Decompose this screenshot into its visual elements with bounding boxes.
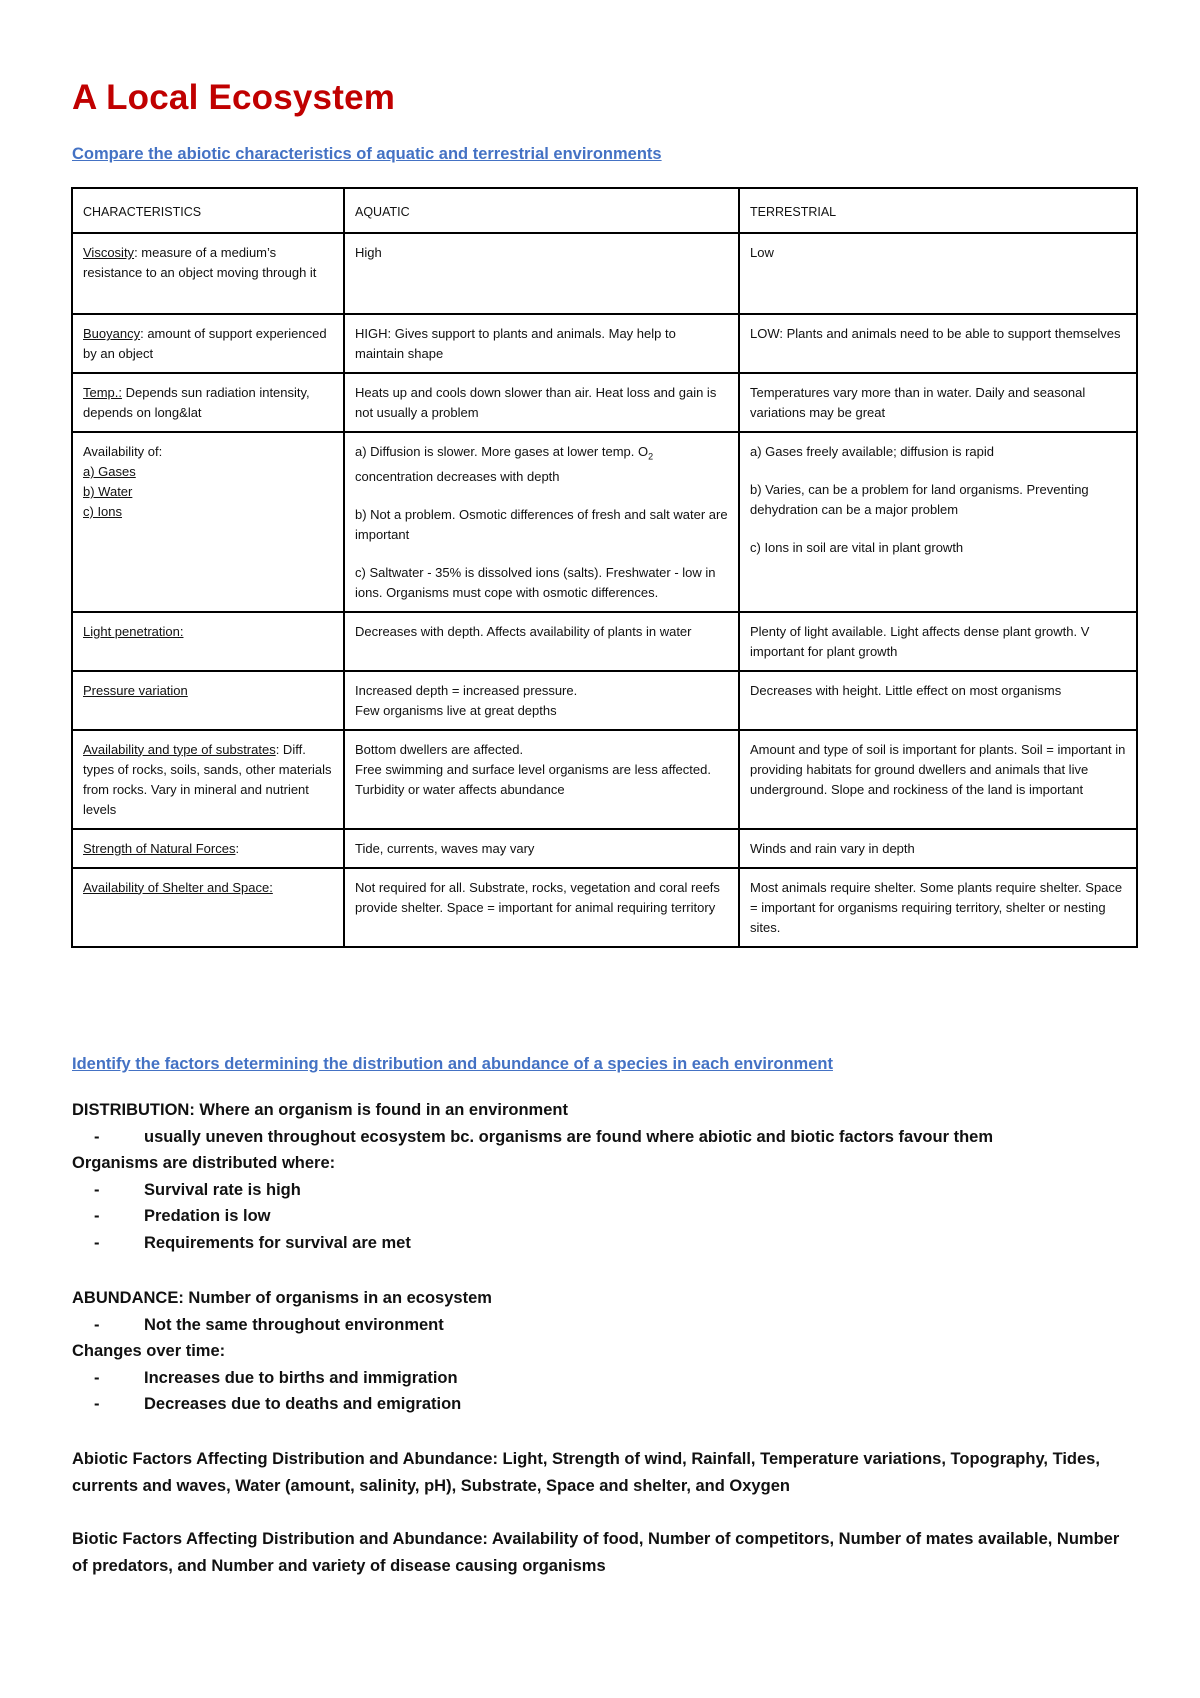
characteristic-label: Strength of Natural Forces bbox=[83, 840, 236, 856]
table-cell-aquatic bbox=[344, 432, 739, 612]
characteristic-label: Viscosity bbox=[83, 245, 135, 260]
aquatic-gases-text: a) Diffusion is slower. More gases at lower temp. $O_2$ concentration decreases with depth bbox=[355, 444, 654, 484]
list-item: - usually uneven throughout ecosystem bc. organisms are found where abiotic and biotic factors favour them bbox=[94, 1127, 993, 1146]
table-row bbox=[72, 868, 1137, 947]
list-item: - Decreases due to deaths and emigration bbox=[94, 1395, 462, 1413]
table-cell-aquatic: Not required for all. Substrate, rocks, vegetation and coral reefs provide shelter. Space = important for animal requiring territory bbox=[344, 868, 739, 947]
table-cell-characteristic bbox=[72, 233, 344, 314]
table-row bbox=[72, 233, 1137, 314]
table-cell-terrestrial: Amount and type of soil is important for plants. Soil = important in providing habitats for ground dwellers and animals that live underground. Slope and rockiness of the land is important bbox=[739, 730, 1137, 829]
terrestrial-gases-text: a) Gases freely available; diffusion is rapid bbox=[750, 444, 994, 459]
list-item: - Requirements for survival are met bbox=[94, 1233, 411, 1252]
abundance-section bbox=[72, 1285, 1142, 1418]
table-cell-aquatic bbox=[344, 671, 739, 730]
table-header-row bbox=[72, 188, 1137, 233]
table-cell-aquatic: High bbox=[344, 233, 739, 314]
distribution-section bbox=[72, 1097, 1142, 1256]
table-cell-terrestrial: Low bbox=[739, 233, 1137, 314]
aquatic-ions-text: c) Saltwater - 35% is dissolved ions (salts). Freshwater - low in ions. Organisms must cope with osmotic differences. bbox=[355, 564, 716, 600]
characteristic-text: : bbox=[235, 840, 240, 856]
table-cell-terrestrial: Most animals require shelter. Some plants require shelter. Space = important for organisms requiring territory, shelter or nesting sites. bbox=[739, 868, 1137, 947]
characteristic-item: b) Water bbox=[83, 484, 133, 499]
table-row bbox=[72, 432, 1137, 612]
list-item: - Increases due to births and immigration bbox=[94, 1368, 458, 1387]
characteristic-label: Temp.: bbox=[83, 385, 123, 400]
table-cell-terrestrial: Decreases with height. Little effect on most organisms bbox=[739, 671, 1137, 730]
characteristic-text: : Diff. types of rocks, soils, sands, other materials from rocks. Vary in mineral and nutrient levels bbox=[83, 741, 332, 817]
table-cell-terrestrial: LOW: Plants and animals need to be able to support themselves bbox=[739, 314, 1137, 373]
table-cell-terrestrial: Temperatures vary more than in water. Daily and seasonal variations may be great bbox=[739, 373, 1137, 432]
aquatic-line: Free swimming and surface level organisms are less affected. bbox=[355, 761, 711, 777]
characteristic-label: Light penetration: bbox=[83, 623, 184, 639]
table-cell-terrestrial: Winds and rain vary in depth bbox=[739, 829, 1137, 868]
table-row bbox=[72, 671, 1137, 730]
table-cell-characteristic bbox=[72, 730, 344, 829]
characteristic-label: Availability and type of substrates bbox=[83, 741, 276, 757]
table-cell-characteristic bbox=[72, 671, 344, 730]
table-cell-aquatic: Decreases with depth. Affects availability of plants in water bbox=[344, 612, 739, 671]
table-row bbox=[72, 730, 1137, 829]
characteristic-text: : measure of a medium’s resistance to an object moving through it bbox=[83, 245, 317, 280]
abiotic-factors-paragraph: Abiotic Factors Affecting Distribution and Abundance: Light, Strength of wind, Rainfall, Temperature variations, Topography, Tides, currents and waves, Water (amount, salinity, pH), Substrate, Space and shelter, and Oxygen bbox=[72, 1450, 1100, 1495]
section-heading-compare: Compare the abiotic characteristics of aquatic and terrestrial environments bbox=[72, 145, 662, 163]
aquatic-line: Turbidity or water affects abundance bbox=[355, 781, 565, 797]
page-title: A Local Ecosystem bbox=[72, 78, 396, 117]
table-row bbox=[72, 314, 1137, 373]
aquatic-line: Increased depth = increased pressure. bbox=[355, 682, 578, 698]
section-heading-identify: Identify the factors determining the distribution and abundance of a species in each environment bbox=[72, 1055, 833, 1073]
table-cell-aquatic: HIGH: Gives support to plants and animals. May help to maintain shape bbox=[344, 314, 739, 373]
table-row bbox=[72, 829, 1137, 868]
terrestrial-ions-text: c) Ions in soil are vital in plant growth bbox=[750, 540, 964, 555]
abundance-definition: ABUNDANCE: Number of organisms in an ecosystem bbox=[72, 1289, 492, 1307]
table-header: TERRESTRIAL bbox=[739, 188, 1137, 233]
aquatic-water-text: b) Not a problem. Osmotic differences of fresh and salt water are important bbox=[355, 506, 728, 542]
characteristic-label: Buoyancy bbox=[83, 326, 141, 341]
aquatic-line: Few organisms live at great depths bbox=[355, 702, 557, 718]
table-cell-characteristic bbox=[72, 829, 344, 868]
table-cell-characteristic bbox=[72, 868, 344, 947]
list-item: - Predation is low bbox=[94, 1207, 271, 1225]
table-cell-characteristic bbox=[72, 373, 344, 432]
abundance-lead: Changes over time: bbox=[72, 1342, 226, 1360]
biotic-factors-paragraph: Biotic Factors Affecting Distribution and Abundance: Availability of food, Number of competitors, Number of mates available, Number of predators, and Number and variety of disease causing organisms bbox=[72, 1530, 1120, 1575]
table-row bbox=[72, 612, 1137, 671]
table-header: CHARACTERISTICS bbox=[72, 188, 344, 233]
characteristic-text: : amount of support experienced by an object bbox=[83, 326, 327, 361]
terrestrial-water-text: b) Varies, can be a problem for land organisms. Preventing dehydration can be a major problem bbox=[750, 482, 1089, 517]
list-item: - Not the same throughout environment bbox=[94, 1315, 444, 1334]
table-cell-characteristic bbox=[72, 432, 344, 612]
table-cell-terrestrial: Plenty of light available. Light affects dense plant growth. V important for plant growth bbox=[739, 612, 1137, 671]
characteristic-text: Depends sun radiation intensity, depends on long&lat bbox=[83, 385, 310, 420]
table-cell-aquatic: Heats up and cools down slower than air. Heat loss and gain is not usually a problem bbox=[344, 373, 739, 432]
table-cell-aquatic: Tide, currents, waves may vary bbox=[344, 829, 739, 868]
characteristic-item: c) Ions bbox=[83, 504, 123, 519]
table-cell-aquatic bbox=[344, 730, 739, 829]
distribution-definition: DISTRIBUTION: Where an organism is found in an environment bbox=[72, 1101, 568, 1119]
list-item: - Survival rate is high bbox=[94, 1180, 301, 1199]
table-cell-characteristic bbox=[72, 314, 344, 373]
characteristic-label: Availability of Shelter and Space: bbox=[83, 879, 273, 895]
aquatic-line: Bottom dwellers are affected. bbox=[355, 741, 524, 757]
characteristic-label: Pressure variation bbox=[83, 682, 188, 698]
table-cell-characteristic bbox=[72, 612, 344, 671]
table-header: AQUATIC bbox=[344, 188, 739, 233]
distribution-lead: Organisms are distributed where: bbox=[72, 1154, 336, 1172]
table-cell-terrestrial bbox=[739, 432, 1137, 612]
characteristic-label: Availability of: bbox=[83, 444, 163, 459]
table-row bbox=[72, 373, 1137, 432]
characteristic-item: a) Gases bbox=[83, 464, 136, 479]
characteristics-table bbox=[71, 187, 1138, 948]
